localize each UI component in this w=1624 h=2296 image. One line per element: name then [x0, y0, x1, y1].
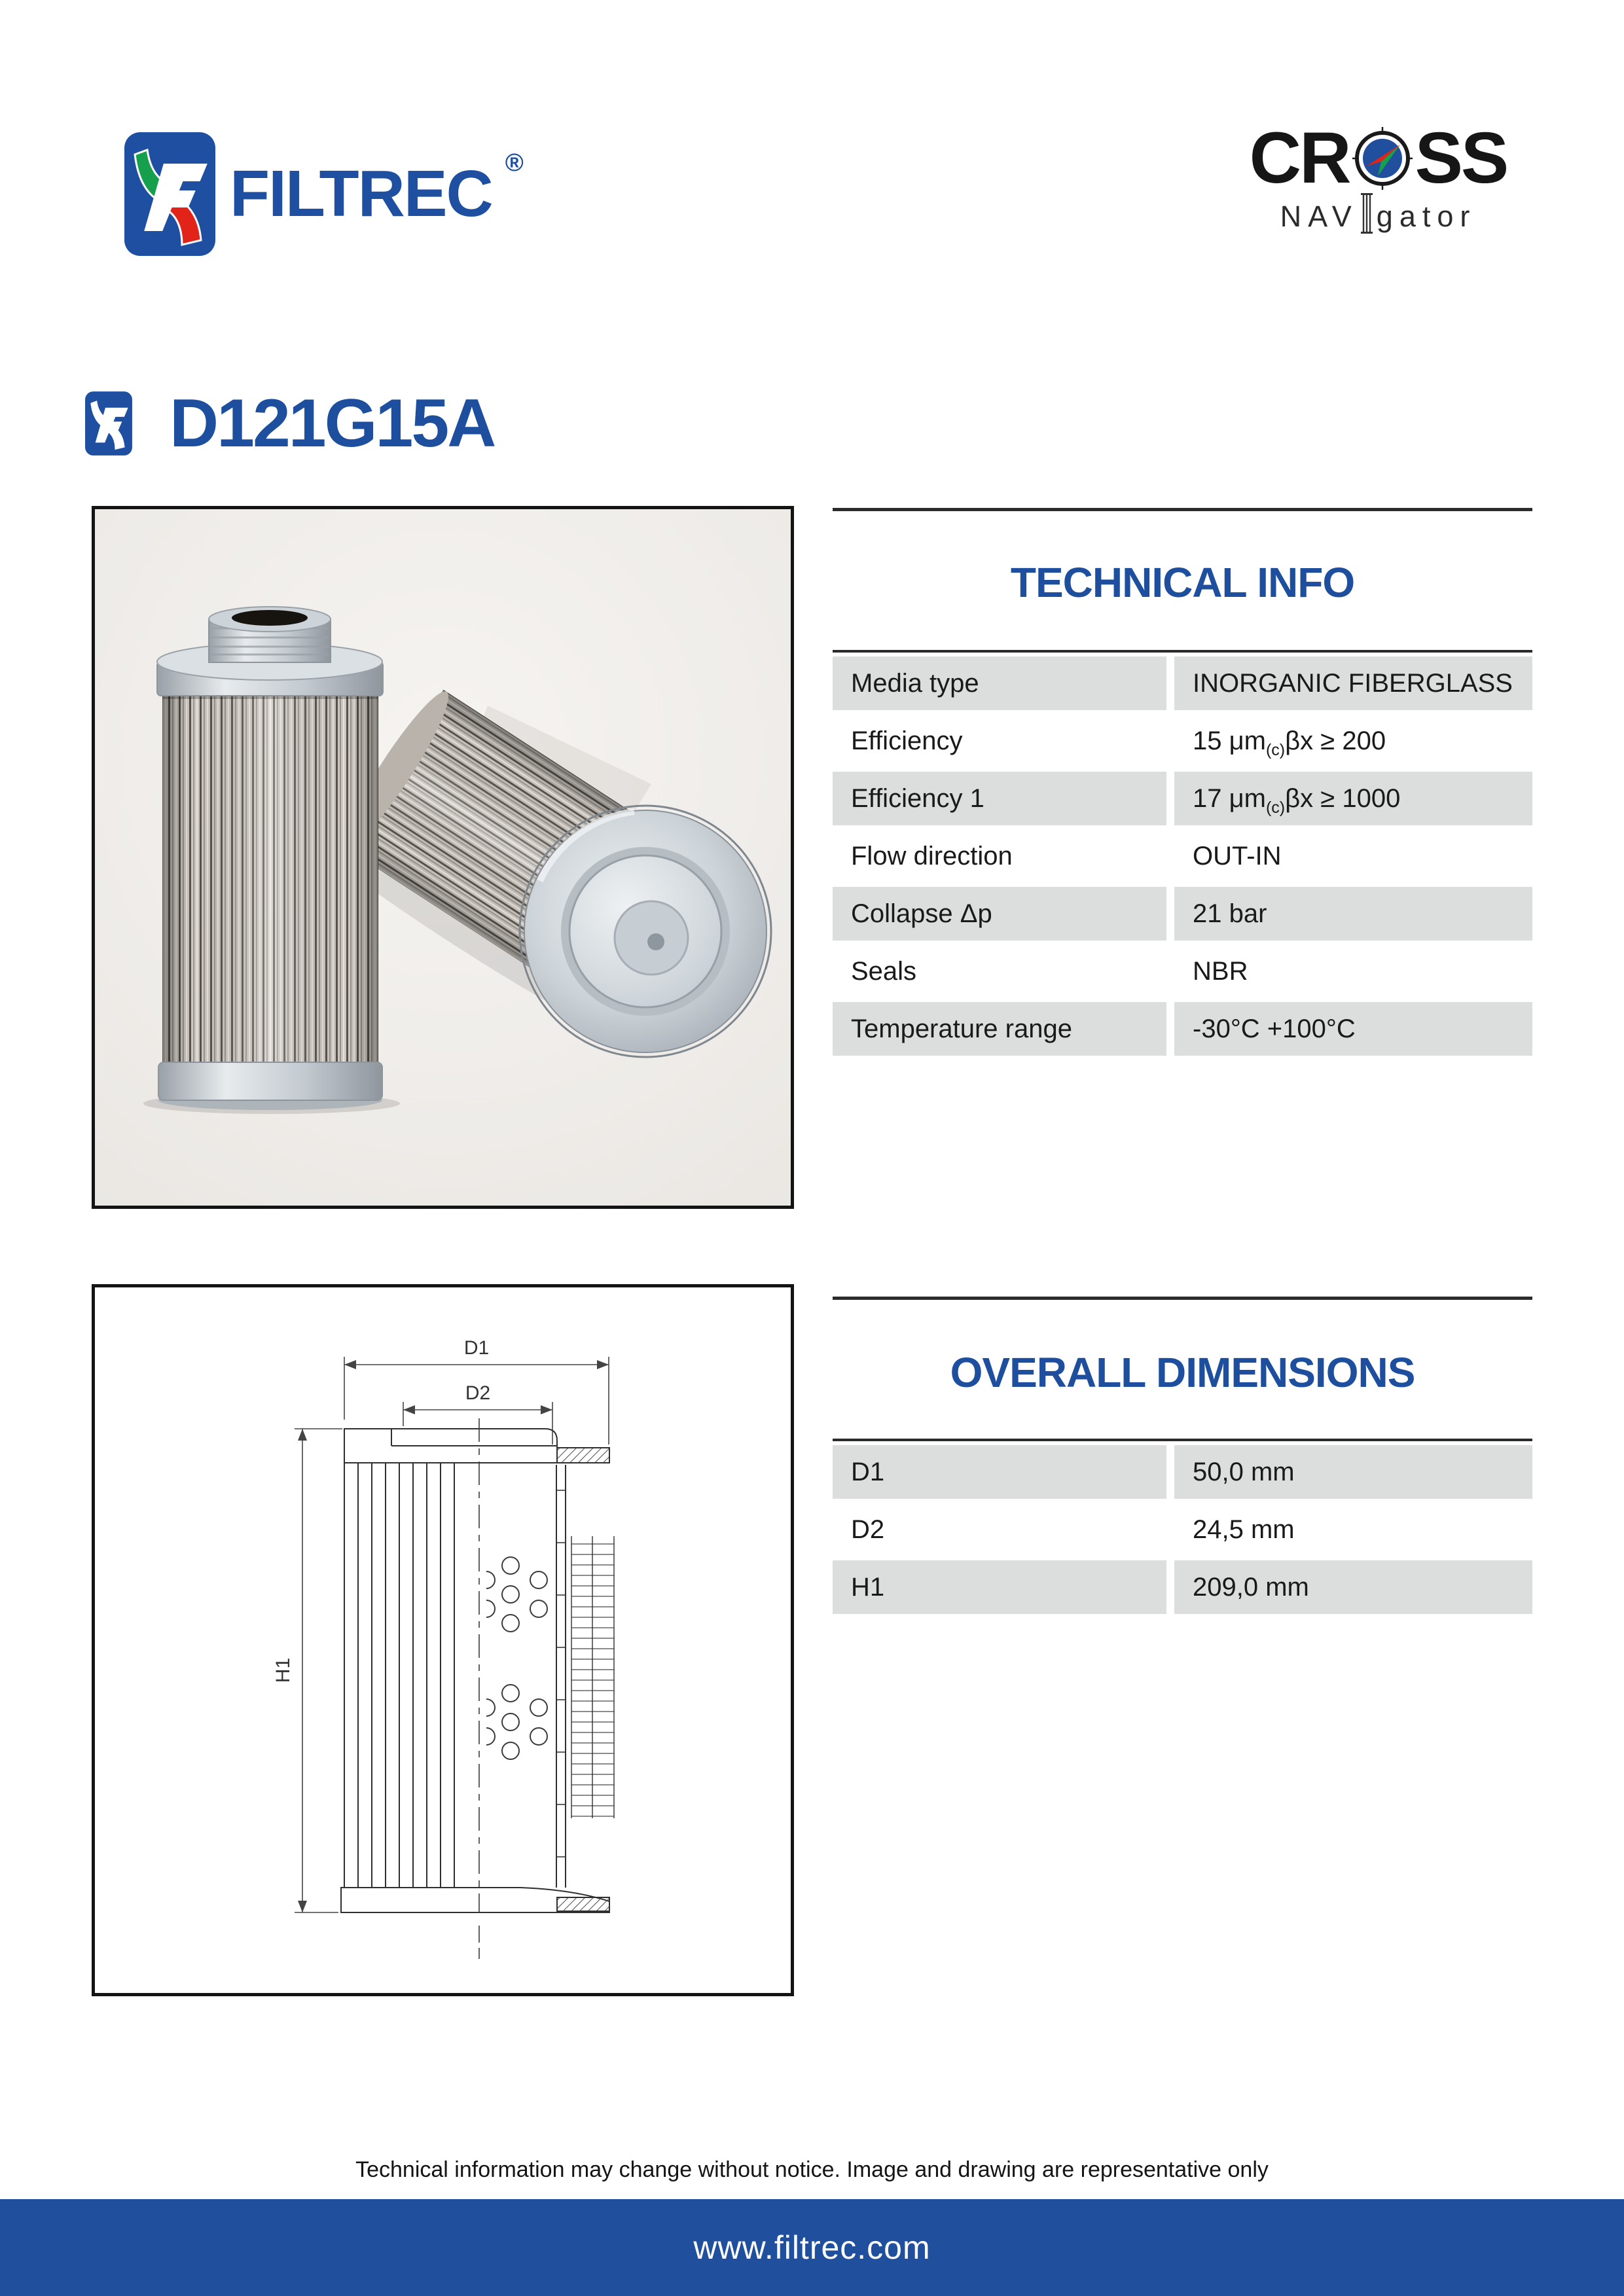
row-value: OUT-IN: [1174, 829, 1532, 883]
overall-dimensions-heading: OVERALL DIMENSIONS: [950, 1349, 1415, 1396]
row-label: Efficiency: [833, 714, 1166, 768]
compass-icon: [1351, 127, 1414, 190]
table-row: [833, 1002, 1532, 1056]
table-row: [833, 1445, 1532, 1499]
page-title: D121G15A: [170, 385, 495, 461]
row-value: 209,0 mm: [1174, 1560, 1532, 1614]
section-divider: [833, 508, 1532, 511]
table-row: [833, 714, 1532, 768]
table-top-rule: [833, 1439, 1532, 1441]
dimension-h1: [295, 1429, 342, 1912]
row-value: INORGANIC FIBERGLASS: [1174, 656, 1532, 710]
overall-dimensions-table: [833, 1439, 1532, 1614]
technical-info-table: [833, 650, 1532, 1056]
row-label: Collapse Δp: [833, 887, 1166, 941]
perforation-holes: [486, 1557, 547, 1759]
row-value: 17 μm (c) βx ≥ 1000: [1174, 772, 1532, 825]
filtrec-logo: [123, 131, 524, 257]
technical-info-heading: TECHNICAL INFO: [1010, 559, 1355, 606]
row-label: Media type: [833, 656, 1166, 710]
column-icon: [1361, 193, 1374, 234]
website-url: www.filtrec.com: [693, 2229, 931, 2266]
row-value: 21 bar: [1174, 887, 1532, 941]
cross-wordmark: CR SS: [1249, 118, 1507, 198]
row-label: D2: [833, 1503, 1166, 1556]
row-value: -30°C +100°C: [1174, 1002, 1532, 1056]
filtrec-wordmark: FILTREC: [230, 157, 492, 230]
disclaimer-text: Technical information may change without notice. Image and drawing are representative only: [355, 2157, 1269, 2182]
table-row: [833, 829, 1532, 883]
table-row: [833, 656, 1532, 710]
technical-drawing: [92, 1284, 794, 1996]
table-row: [833, 772, 1532, 825]
row-label: D1: [833, 1445, 1166, 1499]
registered-trademark: ®: [505, 149, 524, 177]
row-label: Seals: [833, 944, 1166, 998]
row-value: 24,5 mm: [1174, 1503, 1532, 1556]
row-label: Flow direction: [833, 829, 1166, 883]
row-label: Temperature range: [833, 1002, 1166, 1056]
standing-filter: [143, 607, 400, 1114]
cross-navigator-logo: [1242, 117, 1514, 234]
filtrec-f-mini-icon: [84, 391, 133, 456]
d2-label: D2: [465, 1382, 491, 1404]
filter-outline: [341, 1429, 614, 1912]
filtrec-f-logo-icon: [123, 131, 217, 257]
row-value: NBR: [1174, 944, 1532, 998]
navigator-wordmark: NAV gator: [1242, 193, 1514, 234]
section-divider: [833, 1297, 1532, 1300]
dimension-d2: [403, 1402, 552, 1444]
row-label: H1: [833, 1560, 1166, 1614]
footer-bar: [0, 2199, 1624, 2296]
product-photo: [92, 506, 794, 1209]
table-row: [833, 1560, 1532, 1614]
table-row: [833, 1503, 1532, 1556]
row-value: 15 μm (c) βx ≥ 200: [1174, 714, 1532, 768]
h1-label: H1: [272, 1657, 294, 1683]
row-label: Efficiency 1: [833, 772, 1166, 825]
table-row: [833, 944, 1532, 998]
table-top-rule: [833, 650, 1532, 653]
row-value: 50,0 mm: [1174, 1445, 1532, 1499]
product-title-row: [84, 387, 494, 459]
d1-label: D1: [463, 1337, 490, 1359]
table-row: [833, 887, 1532, 941]
